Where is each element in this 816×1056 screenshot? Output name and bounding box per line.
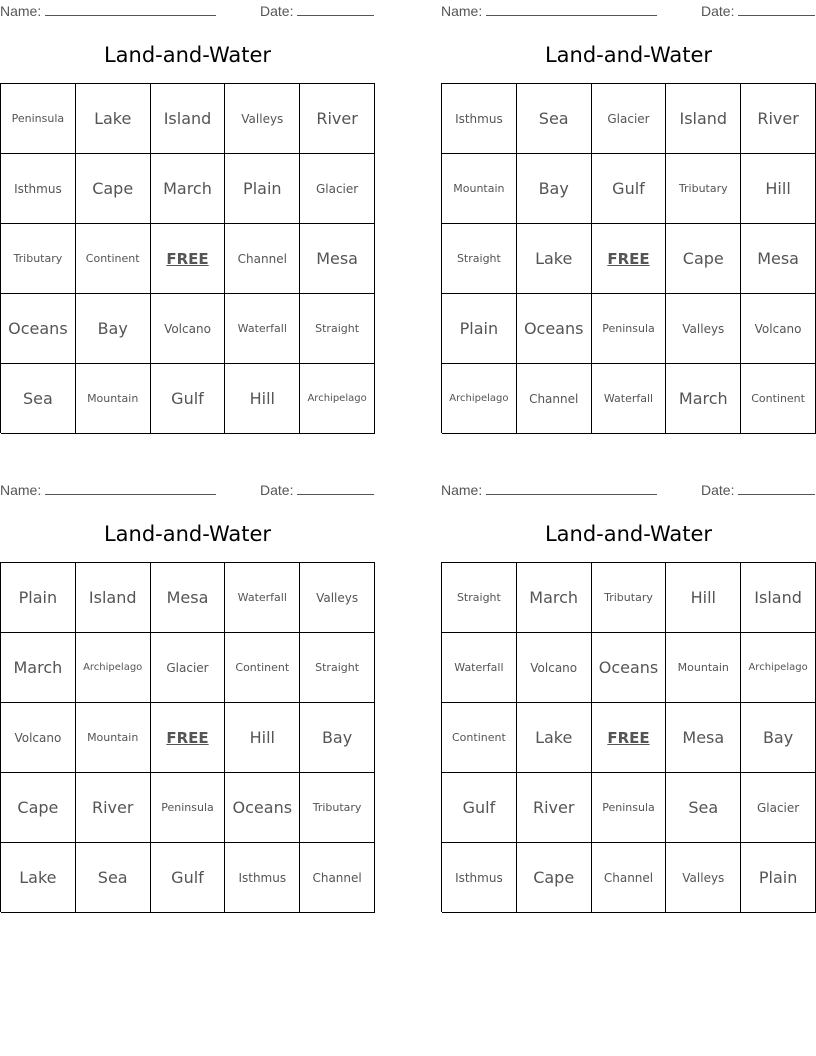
bingo-cell: March (1, 633, 76, 703)
bingo-cell: Island (741, 563, 816, 633)
bingo-cell: River (517, 773, 592, 843)
date-field[interactable] (701, 481, 815, 498)
card-title: Land-and-Water (103, 522, 272, 546)
bingo-cell: Continent (76, 224, 151, 294)
date-blank-line[interactable] (297, 2, 374, 16)
name-field[interactable] (0, 481, 216, 498)
card-header-fields (441, 481, 816, 499)
bingo-cell: Valleys (225, 84, 300, 154)
card-header-fields (0, 481, 375, 499)
bingo-cell: Oceans (517, 294, 592, 364)
bingo-cell: Isthmus (442, 843, 517, 913)
date-field[interactable] (260, 2, 374, 19)
bingo-cell: Glacier (592, 84, 667, 154)
bingo-cell: River (300, 84, 375, 154)
bingo-cell: Channel (225, 224, 300, 294)
bingo-cell: Sea (517, 84, 592, 154)
bingo-cell: Archipelago (300, 364, 375, 434)
bingo-cell: Gulf (442, 773, 517, 843)
bingo-cell: River (76, 773, 151, 843)
bingo-cell: Gulf (592, 154, 667, 224)
bingo-cell: Oceans (1, 294, 76, 364)
bingo-grid (0, 562, 375, 912)
bingo-cell: Tributary (1, 224, 76, 294)
bingo-cell: Island (151, 84, 226, 154)
bingo-cell: Straight (300, 294, 375, 364)
date-blank-line[interactable] (738, 2, 815, 16)
bingo-cell: Bay (300, 703, 375, 773)
card-title: Land-and-Water (103, 43, 272, 67)
bingo-cell: Peninsula (1, 84, 76, 154)
bingo-cell: Mesa (666, 703, 741, 773)
bingo-cell: Continent (741, 364, 816, 434)
bingo-cell: Mountain (76, 703, 151, 773)
card-header-fields (0, 2, 375, 20)
bingo-cell: Straight (442, 563, 517, 633)
bingo-cell: Peninsula (592, 294, 667, 364)
date-blank-line[interactable] (738, 481, 815, 495)
name-blank-line[interactable] (486, 2, 657, 16)
bingo-cell: Cape (517, 843, 592, 913)
bingo-cell: Bay (517, 154, 592, 224)
card-header-fields (441, 2, 816, 20)
bingo-cell: Lake (517, 703, 592, 773)
bingo-cell: Island (666, 84, 741, 154)
free-space-cell: FREE (151, 703, 226, 773)
bingo-cell: Tributary (666, 154, 741, 224)
bingo-cell: Valleys (666, 843, 741, 913)
bingo-cell: Waterfall (442, 633, 517, 703)
bingo-cell: Oceans (592, 633, 667, 703)
date-field[interactable] (701, 2, 815, 19)
date-label: Date: (701, 3, 735, 19)
bingo-cell: Mesa (151, 563, 226, 633)
bingo-cell: Glacier (151, 633, 226, 703)
bingo-cell: Archipelago (76, 633, 151, 703)
bingo-cell: Mountain (442, 154, 517, 224)
date-blank-line[interactable] (297, 481, 374, 495)
bingo-card-2 (441, 0, 816, 440)
card-title: Land-and-Water (544, 522, 713, 546)
bingo-cell: Waterfall (225, 294, 300, 364)
bingo-cell: Plain (741, 843, 816, 913)
free-space-cell: FREE (592, 224, 667, 294)
bingo-cell: Cape (1, 773, 76, 843)
bingo-cell: Plain (225, 154, 300, 224)
bingo-grid (441, 83, 816, 433)
name-label: Name: (441, 482, 483, 498)
bingo-cell: Sea (1, 364, 76, 434)
bingo-cell: Archipelago (741, 633, 816, 703)
bingo-cell: Bay (76, 294, 151, 364)
bingo-cell: Volcano (151, 294, 226, 364)
bingo-cell: Glacier (300, 154, 375, 224)
bingo-cell: River (741, 84, 816, 154)
bingo-card-3 (0, 479, 375, 919)
bingo-cell: Mesa (741, 224, 816, 294)
bingo-cell: Mountain (76, 364, 151, 434)
bingo-cell: Isthmus (1, 154, 76, 224)
bingo-cell: Plain (442, 294, 517, 364)
bingo-cell: Lake (76, 84, 151, 154)
bingo-cell: Tributary (300, 773, 375, 843)
name-blank-line[interactable] (486, 481, 657, 495)
bingo-card-4 (441, 479, 816, 919)
bingo-cell: Peninsula (592, 773, 667, 843)
date-label: Date: (260, 3, 294, 19)
date-field[interactable] (260, 481, 374, 498)
bingo-cell: Tributary (592, 563, 667, 633)
bingo-cell: Hill (741, 154, 816, 224)
bingo-cell: Mountain (666, 633, 741, 703)
bingo-cell: Waterfall (592, 364, 667, 434)
bingo-cell: Glacier (741, 773, 816, 843)
bingo-cell: Lake (517, 224, 592, 294)
bingo-cell: Mesa (300, 224, 375, 294)
name-field[interactable] (441, 2, 657, 19)
bingo-cell: March (517, 563, 592, 633)
bingo-cell: Archipelago (442, 364, 517, 434)
bingo-cell: Channel (517, 364, 592, 434)
date-label: Date: (260, 482, 294, 498)
bingo-cell: Lake (1, 843, 76, 913)
date-label: Date: (701, 482, 735, 498)
bingo-cell: Hill (225, 703, 300, 773)
bingo-cell: Peninsula (151, 773, 226, 843)
bingo-cell: Valleys (666, 294, 741, 364)
bingo-cell: Hill (225, 364, 300, 434)
bingo-cell: March (151, 154, 226, 224)
bingo-cell: Continent (225, 633, 300, 703)
name-field[interactable] (441, 481, 657, 498)
bingo-cell: Volcano (517, 633, 592, 703)
bingo-cell: Gulf (151, 364, 226, 434)
bingo-cell: Channel (592, 843, 667, 913)
name-label: Name: (441, 3, 483, 19)
bingo-cell: Straight (442, 224, 517, 294)
name-field[interactable] (0, 2, 216, 19)
bingo-card-1 (0, 0, 375, 440)
name-label: Name: (0, 482, 42, 498)
bingo-cell: Gulf (151, 843, 226, 913)
bingo-cell: Isthmus (225, 843, 300, 913)
name-label: Name: (0, 3, 42, 19)
bingo-cell: Oceans (225, 773, 300, 843)
bingo-cell: Channel (300, 843, 375, 913)
bingo-cell: Sea (666, 773, 741, 843)
name-blank-line[interactable] (45, 481, 216, 495)
bingo-cell: Hill (666, 563, 741, 633)
free-space-cell: FREE (592, 703, 667, 773)
bingo-cell: Island (76, 563, 151, 633)
bingo-cell: Isthmus (442, 84, 517, 154)
bingo-cell: March (666, 364, 741, 434)
bingo-cell: Straight (300, 633, 375, 703)
bingo-cell: Cape (666, 224, 741, 294)
bingo-cell: Valleys (300, 563, 375, 633)
bingo-cell: Bay (741, 703, 816, 773)
bingo-cell: Waterfall (225, 563, 300, 633)
bingo-cell: Plain (1, 563, 76, 633)
name-blank-line[interactable] (45, 2, 216, 16)
bingo-cell: Continent (442, 703, 517, 773)
bingo-cell: Volcano (1, 703, 76, 773)
bingo-cell: Sea (76, 843, 151, 913)
bingo-grid (441, 562, 816, 912)
bingo-cell: Volcano (741, 294, 816, 364)
bingo-cell: Cape (76, 154, 151, 224)
bingo-grid (0, 83, 375, 433)
free-space-cell: FREE (151, 224, 226, 294)
card-title: Land-and-Water (544, 43, 713, 67)
